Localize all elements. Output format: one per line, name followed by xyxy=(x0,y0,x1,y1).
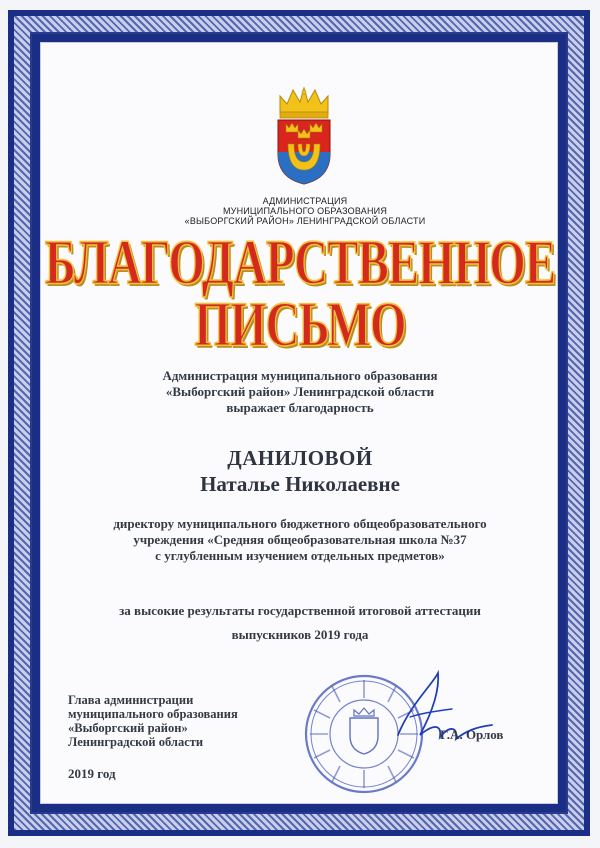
issue-year: 2019 год xyxy=(68,766,116,781)
intro-text xyxy=(60,368,540,416)
intro-line-1: Администрация муниципального образования xyxy=(162,368,438,383)
position-line-2: учреждения «Средняя общеобразовательная школа №37 xyxy=(133,532,467,547)
signer-line-2: муниципального образования xyxy=(68,707,238,721)
issuer-line-3: «ВЫБОРГСКИЙ РАЙОН» ЛЕНИНГРАДСКОЙ ОБЛАСТИ xyxy=(184,216,426,226)
document-title-line-1: БЛАГОДАРСТВЕННОЕ xyxy=(44,227,556,299)
intro-line-2: «Выборгский район» Ленинградской области xyxy=(165,384,435,399)
position-line-3: с углубленным изучением отдельных предметов» xyxy=(155,548,445,563)
signer-line-4: Ленинградской области xyxy=(68,735,204,749)
document-title-line-2: ПИСЬМО xyxy=(194,289,406,361)
reason-line-2: выпускников 2019 года xyxy=(231,627,369,642)
signer-line-1: Глава администрации xyxy=(68,693,194,707)
recipient-name: Наталье Николаевне xyxy=(200,472,400,496)
issuer-header xyxy=(160,196,450,226)
position-line-1: директору муниципального бюджетного общеобразовательного xyxy=(113,516,487,531)
recipient-position xyxy=(60,516,540,564)
award-reason xyxy=(60,599,540,647)
signer-title xyxy=(68,693,288,749)
signer-line-3: «Выборгский район» xyxy=(68,721,188,735)
signer-name: Г.А. Орлов xyxy=(440,727,504,742)
intro-line-3: выражает благодарность xyxy=(226,400,374,415)
coat-of-arms-icon xyxy=(274,86,334,186)
reason-line-1: за высокие результаты государственной итоговой аттестации xyxy=(119,603,481,618)
issuer-line-2: МУНИЦИПАЛЬНОГО ОБРАЗОВАНИЯ xyxy=(222,206,388,216)
recipient-surname: ДАНИЛОВОЙ xyxy=(227,446,373,470)
issuer-line-1: АДМИНИСТРАЦИЯ xyxy=(262,196,348,206)
handwritten-signature xyxy=(380,665,500,765)
